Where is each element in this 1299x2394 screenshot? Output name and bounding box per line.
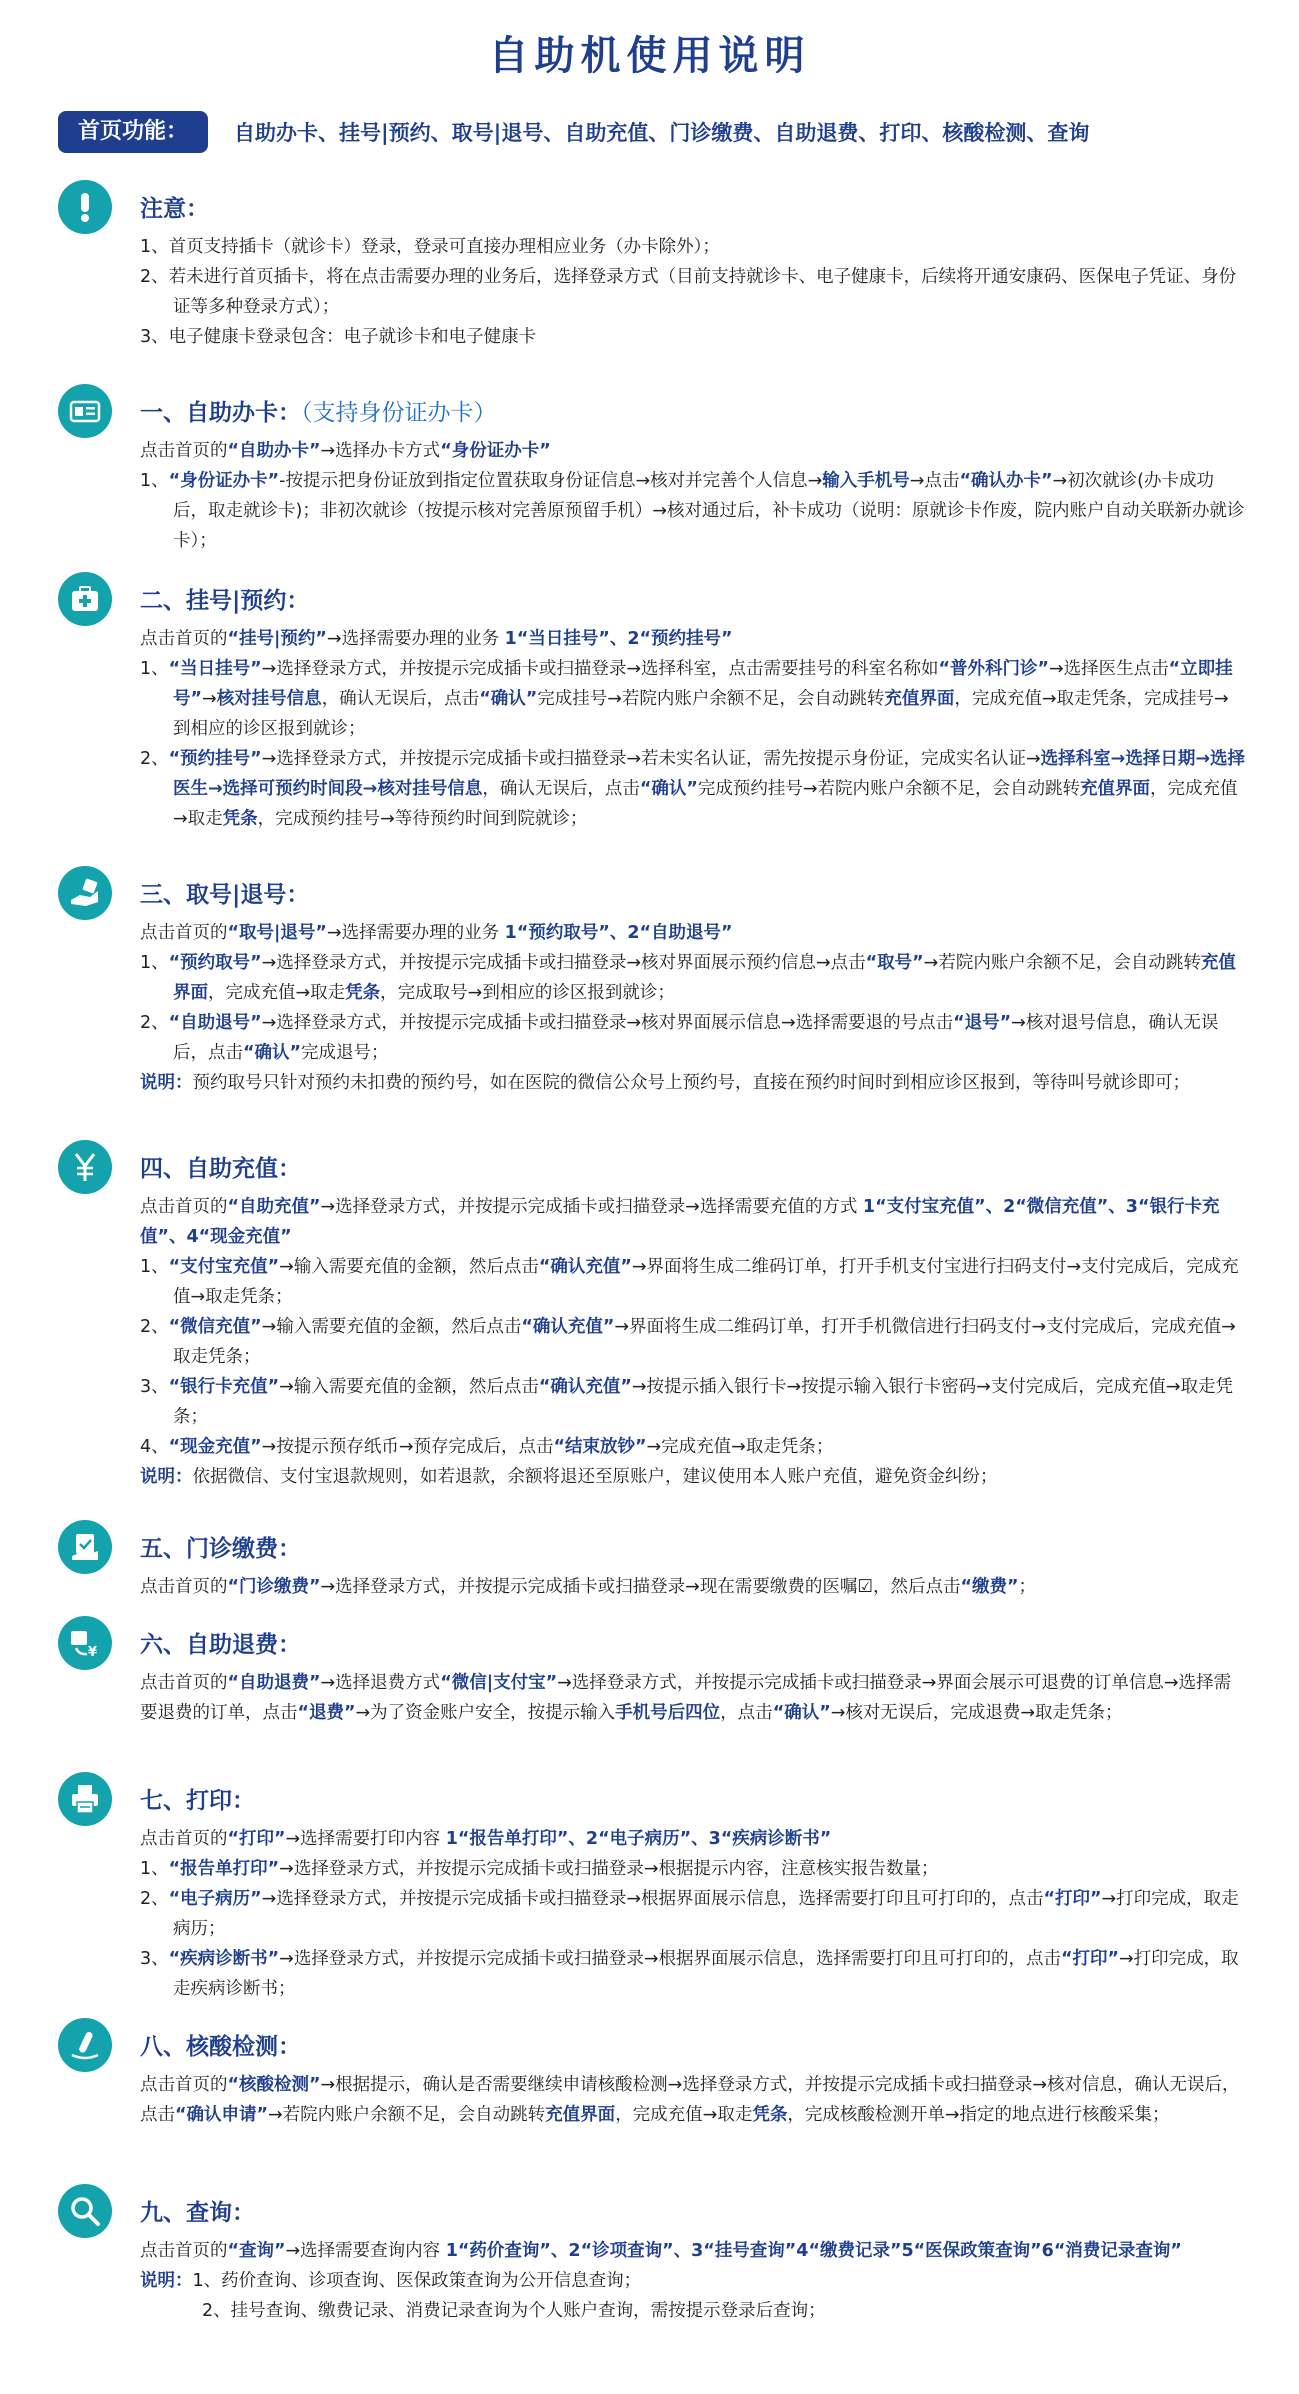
- highlight-text: 输入手机号: [822, 471, 910, 491]
- highlight-text: “缴费”: [960, 1577, 1019, 1597]
- highlight-text: “取号”: [865, 953, 924, 973]
- text-segment: 2、: [140, 1317, 169, 1337]
- text-segment: 3、: [140, 1949, 169, 1969]
- highlight-text: “银行卡充值”: [168, 1377, 280, 1397]
- highlight-text: “现金充值”: [168, 1437, 262, 1457]
- page-title: 自助机使用说明: [488, 33, 811, 79]
- text-segment: →打印完成，取走疾病诊断书；: [173, 1949, 1239, 1999]
- refund-icon: [58, 1616, 112, 1670]
- highlight-text: 说明：: [140, 2271, 193, 2291]
- text-segment: ，确认无误后，点击: [482, 779, 640, 799]
- section-body: [140, 1824, 1246, 2004]
- section-heading: 三、取号|退号：: [140, 882, 310, 908]
- highlight-text: 凭条: [222, 809, 258, 829]
- section-heading: 五、门诊缴费：: [140, 1536, 301, 1562]
- highlight-text: “身份证办卡”: [168, 471, 280, 491]
- body-line: [140, 436, 1246, 466]
- highlight-text: “确认充值”: [521, 1317, 615, 1337]
- body-line: [140, 1462, 1246, 1492]
- text-segment: 点击首页的: [140, 2075, 228, 2095]
- highlight-text: “结束放钞”: [553, 1437, 647, 1457]
- home-features-bar: [58, 110, 1258, 154]
- text-segment: ，确认无误后，点击: [321, 689, 480, 709]
- section-heading: 九、查询：: [140, 2200, 255, 2226]
- list-item: [140, 1944, 1246, 2004]
- text-segment: →界面将生成二维码订单，打开手机支付宝进行扫码支付→支付完成后，完成充值→取走凭条；: [173, 1257, 1239, 1307]
- text-segment: 2、挂号查询、缴费记录、消费记录查询为个人账户查询，需按提示登录后查询；: [202, 2301, 826, 2321]
- payment-hand-icon: [58, 1520, 112, 1574]
- highlight-text: “自助办卡”: [227, 441, 321, 461]
- highlight-text: “取号|退号”: [227, 923, 327, 943]
- body-line: [140, 1192, 1246, 1252]
- text-segment: 点击首页的: [140, 2241, 228, 2261]
- section-body: [140, 436, 1246, 556]
- home-features-list: 自助办卡、挂号|预约、取号|退号、自助充值、门诊缴费、自助退费、打印、核酸检测、查询: [234, 121, 1090, 145]
- highlight-text: “确认办卡”: [959, 471, 1053, 491]
- section-heading: 二、挂号|预约：: [140, 588, 310, 614]
- highlight-text: “报告单打印”: [168, 1859, 280, 1879]
- highlight-text: “查询”: [227, 2241, 286, 2261]
- highlight-text: 充值界面: [1080, 779, 1151, 799]
- highlight-text: “挂号|预约”: [227, 629, 327, 649]
- text-segment: 4、: [140, 1437, 169, 1457]
- highlight-text: 充值界面: [884, 689, 955, 709]
- yen-icon: [58, 1140, 112, 1194]
- section-body: [140, 1668, 1246, 1728]
- section-heading: 四、自助充值：: [140, 1156, 301, 1182]
- highlight-text: “疾病诊断书”: [168, 1949, 280, 1969]
- text-segment: →选择登录方式，并按提示完成插卡或扫描登录→根据界面展示信息，选择需要打印且可打印的，点击: [279, 1949, 1061, 1969]
- highlight-text: 核对挂号信息: [216, 689, 322, 709]
- text-segment: →核对无误后，完成退费→取走凭条；: [830, 1703, 1123, 1723]
- list-item: [140, 322, 1246, 352]
- text-segment: →选择医生点击: [1049, 659, 1169, 679]
- text-segment: →核对退号信息，确认无误后，点击: [173, 1013, 1219, 1063]
- text-segment: →界面将生成二维码订单，打开手机微信进行扫码支付→支付完成后，完成充值→取走凭条；: [173, 1317, 1236, 1367]
- text-segment: 1、: [140, 471, 169, 491]
- text-segment: ，点击: [720, 1703, 773, 1723]
- text-segment: →按提示插入银行卡→按提示输入银行卡密码→支付完成后，完成充值→取走凭条；: [173, 1377, 1233, 1427]
- text-segment: 1、: [140, 953, 169, 973]
- text-segment: 点击首页的: [140, 923, 228, 943]
- highlight-text: “电子病历”: [168, 1889, 262, 1909]
- exclamation-icon: [58, 180, 112, 234]
- section-heading: 注意：: [140, 196, 209, 222]
- section-body: [140, 1192, 1246, 1492]
- list-item: [140, 744, 1246, 834]
- section-heading: 七、打印：: [140, 1788, 255, 1814]
- text-segment: 点击首页的: [140, 1197, 228, 1217]
- text-segment: ，完成取号→到相应的诊区报到就诊；: [380, 983, 675, 1003]
- text-segment: →选择登录方式，并按提示完成插卡或扫描登录→选择科室，点击需要挂号的科室名称如: [261, 659, 939, 679]
- text-segment: →选择需要查询内容: [285, 2241, 446, 2261]
- text-segment: 预约取号只针对预约未扣费的预约号，如在医院的微信公众号上预约号，直接在预约时间时到相应诊区报到，等待叫号就诊即可；: [192, 1073, 1190, 1093]
- highlight-text: “普外科门诊”: [938, 659, 1049, 679]
- highlight-text: 1“当日挂号”、2“预约挂号”: [504, 629, 733, 649]
- section-body: [140, 918, 1246, 1098]
- id-card-icon: [58, 384, 112, 438]
- list-item: [140, 1432, 1246, 1462]
- text-segment: 点击首页的: [140, 441, 228, 461]
- text-segment: 完成挂号→若院内账户余额不足，会自动跳转: [537, 689, 885, 709]
- list-item: [140, 1372, 1246, 1432]
- highlight-text: “门诊缴费”: [227, 1577, 321, 1597]
- highlight-text: “确认充值”: [538, 1257, 632, 1277]
- highlight-text: 凭条: [752, 2105, 788, 2125]
- medical-kit-icon: [58, 572, 112, 626]
- highlight-text: “当日挂号”: [168, 659, 262, 679]
- text-segment: →选择登录方式，并按提示完成插卡或扫描登录→若未实名认证，需先按提示身份证，完成实名认证→: [261, 749, 1041, 769]
- section-heading-sub: （支持身份证办卡）: [301, 400, 497, 426]
- text-segment: 2、: [140, 749, 169, 769]
- highlight-text: “支付宝充值”: [168, 1257, 280, 1277]
- list-item: [140, 1008, 1246, 1068]
- list-item: [140, 1884, 1246, 1944]
- text-segment: →选择登录方式，并按提示完成插卡或扫描登录→界面会展示可退费的订单信息→选择需要退费的订单，点击: [140, 1673, 1232, 1723]
- highlight-text: 说明：: [140, 1467, 193, 1487]
- section-body: [140, 1572, 1246, 1602]
- text-segment: →选择登录方式，并按提示完成插卡或扫描登录→根据提示内容，注意核实报告数量；: [279, 1859, 939, 1879]
- highlight-text: 说明：: [140, 1073, 193, 1093]
- highlight-text: “确认”: [243, 1043, 302, 1063]
- text-segment: 1、: [140, 1257, 169, 1277]
- highlight-text: “退费”: [297, 1703, 356, 1723]
- section-heading: 六、自助退费：: [140, 1632, 301, 1658]
- text-segment: →根据提示，确认是否需要继续申请核酸检测→选择登录方式，并按提示完成插卡或扫描登录→核对信息，确认无误后，点击: [140, 2075, 1240, 2125]
- highlight-text: “确认”: [479, 689, 538, 709]
- section-body: [140, 232, 1246, 352]
- list-item: [140, 262, 1246, 322]
- text-segment: →选择需要办理的业务: [326, 923, 505, 943]
- highlight-text: 凭条: [345, 983, 381, 1003]
- highlight-text: “预约挂号”: [168, 749, 262, 769]
- note-line: [140, 2296, 1246, 2326]
- text-segment: ，完成充值→取走凭条，完成挂号→到相应的诊区报到就诊；: [173, 689, 1229, 739]
- highlight-text: 充值界面: [173, 953, 1236, 1003]
- section-body: [140, 624, 1246, 834]
- text-segment: →选择登录方式，并按提示完成插卡或扫描登录→核对界面展示预约信息→点击: [261, 953, 866, 973]
- text-segment: 完成预约挂号→若院内账户余额不足，会自动跳转: [697, 779, 1081, 799]
- body-line: [140, 624, 1246, 654]
- text-segment: 1、药价查询、诊项查询、医保政策查询为公开信息查询；: [192, 2271, 642, 2291]
- ticket-hand-icon: [58, 866, 112, 920]
- body-line: [140, 2266, 1246, 2296]
- highlight-text: “确认申请”: [175, 2105, 269, 2125]
- list-item: [140, 1312, 1246, 1372]
- highlight-text: 选择科室→选择日期→选择医生→选择可预约时间段→核对挂号信息: [173, 749, 1245, 799]
- highlight-text: 1“药价查询”、2“诊项查询”、3“挂号查询”4“缴费记录”5“医保政策查询”6“消费记录查询”: [445, 2241, 1182, 2261]
- text-segment: 3、电子健康卡登录包含：电子就诊卡和电子健康卡: [140, 327, 537, 347]
- text-segment: →输入需要充值的金额，然后点击: [279, 1377, 539, 1397]
- text-segment: →输入需要充值的金额，然后点击: [261, 1317, 522, 1337]
- printer-icon: [58, 1772, 112, 1826]
- text-segment: →选择办卡方式: [320, 441, 441, 461]
- text-segment: ；: [1018, 1577, 1037, 1597]
- body-line: [140, 2070, 1246, 2130]
- list-item: [140, 1252, 1246, 1312]
- section-body: [140, 2070, 1246, 2130]
- highlight-text: “核酸检测”: [227, 2075, 321, 2095]
- highlight-text: “微信充值”: [168, 1317, 262, 1337]
- text-segment: 完成退号；: [301, 1043, 389, 1063]
- text-segment: 2、若未进行首页插卡，将在点击需要办理的业务后，选择登录方式（目前支持就诊卡、电子健康卡，后续将开通安康码、医保电子凭证、身份证等多种登录方式）；: [140, 267, 1237, 317]
- body-line: [140, 918, 1246, 948]
- text-segment: →输入需要充值的金额，然后点击: [279, 1257, 539, 1277]
- text-segment: →完成充值→取走凭条；: [646, 1437, 834, 1457]
- text-segment: 1、首页支持插卡（就诊卡）登录，登录可直接办理相应业务（办卡除外）；: [140, 237, 720, 257]
- search-icon: [58, 2184, 112, 2238]
- body-line: [140, 1668, 1246, 1728]
- list-item: [140, 232, 1246, 262]
- highlight-text: “打印”: [1043, 1889, 1102, 1909]
- text-segment: →若院内账户余额不足，会自动跳转: [923, 953, 1201, 973]
- text-segment: -按提示把身份证放到指定位置获取身份证信息→核对并完善个人信息→: [279, 471, 823, 491]
- text-segment: 3、: [140, 1377, 169, 1397]
- text-segment: →选择登录方式，并按提示完成插卡或扫描登录→现在需要缴费的医嘱☑，然后点击: [320, 1577, 961, 1597]
- list-item: [140, 654, 1246, 744]
- text-segment: →选择需要办理的业务: [326, 629, 505, 649]
- highlight-text: “微信|支付宝”: [440, 1673, 558, 1693]
- body-line: [140, 2236, 1246, 2266]
- text-segment: 点击首页的: [140, 629, 228, 649]
- text-segment: →选择登录方式，并按提示完成插卡或扫描登录→核对界面展示信息→选择需要退的号点击: [261, 1013, 954, 1033]
- highlight-text: “退号”: [953, 1013, 1012, 1033]
- svg-text:¥: ¥: [88, 1645, 98, 1660]
- highlight-text: “确认”: [639, 779, 698, 799]
- home-features-tag: 首页功能：: [58, 111, 208, 153]
- text-segment: →选择需要打印内容: [285, 1829, 446, 1849]
- body-line: [140, 1824, 1246, 1854]
- highlight-text: 1“报告单打印”、2“电子病历”、3“疾病诊断书”: [445, 1829, 832, 1849]
- text-segment: 2、: [140, 1889, 169, 1909]
- test-tube-icon: [58, 2018, 112, 2072]
- text-segment: 依据微信、支付宝退款规则，如若退款，余额将退还至原账户，建议使用本人账户充值，避免资金纠纷；: [192, 1467, 998, 1487]
- highlight-text: “立即挂号”: [173, 659, 1233, 709]
- note-line: [140, 1068, 1246, 1098]
- list-item: [140, 1854, 1246, 1884]
- text-segment: →打印完成，取走病历；: [173, 1889, 1239, 1939]
- highlight-text: “身份证办卡”: [440, 441, 551, 461]
- highlight-text: “预约取号”: [168, 953, 262, 973]
- highlight-text: “打印”: [1060, 1949, 1119, 1969]
- text-segment: ，完成预约挂号→等待预约时间到院就诊；: [257, 809, 588, 829]
- body-line: [140, 1572, 1246, 1602]
- text-segment: →选择登录方式，并按提示完成插卡或扫描登录→根据界面展示信息，选择需要打印且可打印的，点击: [261, 1889, 1044, 1909]
- list-item: [140, 948, 1246, 1008]
- highlight-text: “自助充值”: [227, 1197, 321, 1217]
- text-segment: →若院内账户余额不足，会自动跳转: [268, 2105, 546, 2125]
- highlight-text: 手机号后四位: [615, 1703, 721, 1723]
- text-segment: →点击: [909, 471, 960, 491]
- text-segment: ，完成充值→取走: [615, 2105, 753, 2125]
- highlight-text: “自助退号”: [168, 1013, 262, 1033]
- text-segment: →: [202, 689, 217, 709]
- text-segment: 2、: [140, 1013, 169, 1033]
- text-segment: ，完成充值→取走: [208, 983, 346, 1003]
- highlight-text: 充值界面: [545, 2105, 616, 2125]
- text-segment: →初次就诊(办卡成功后，取走就诊卡)；非初次就诊（按提示核对完善原预留手机）→核对通过后，补卡成功（说明：原就诊卡作废，院内账户自动关联新办就诊卡）；: [173, 471, 1245, 551]
- text-segment: ，完成充值→取走: [173, 779, 1238, 829]
- text-segment: 1、: [140, 1859, 169, 1879]
- highlight-text: “自助退费”: [227, 1673, 321, 1693]
- highlight-text: “确认充值”: [538, 1377, 632, 1397]
- highlight-text: “确认”: [772, 1703, 831, 1723]
- text-segment: 点击首页的: [140, 1829, 228, 1849]
- text-segment: →按提示预存纸币→预存完成后，点击: [261, 1437, 554, 1457]
- section-heading: 八、核酸检测：: [140, 2034, 301, 2060]
- text-segment: ，完成核酸检测开单→指定的地点进行核酸采集；: [787, 2105, 1170, 2125]
- text-segment: →选择退费方式: [320, 1673, 441, 1693]
- text-segment: 点击首页的: [140, 1577, 228, 1597]
- text-segment: →选择登录方式，并按提示完成插卡或扫描登录→选择需要充值的方式: [320, 1197, 863, 1217]
- text-segment: →为了资金账户安全，按提示输入: [355, 1703, 616, 1723]
- highlight-text: 1“预约取号”、2“自助退号”: [504, 923, 733, 943]
- text-segment: 1、: [140, 659, 169, 679]
- list-item: [140, 466, 1246, 556]
- section-body: [140, 2236, 1246, 2326]
- highlight-text: “打印”: [227, 1829, 286, 1849]
- highlight-text: 1“支付宝充值”、2“微信充值”、3“银行卡充值”、4“现金充值”: [140, 1197, 1220, 1247]
- section-heading: 一、自助办卡：（支持身份证办卡）: [140, 400, 497, 426]
- text-segment: 点击首页的: [140, 1673, 228, 1693]
